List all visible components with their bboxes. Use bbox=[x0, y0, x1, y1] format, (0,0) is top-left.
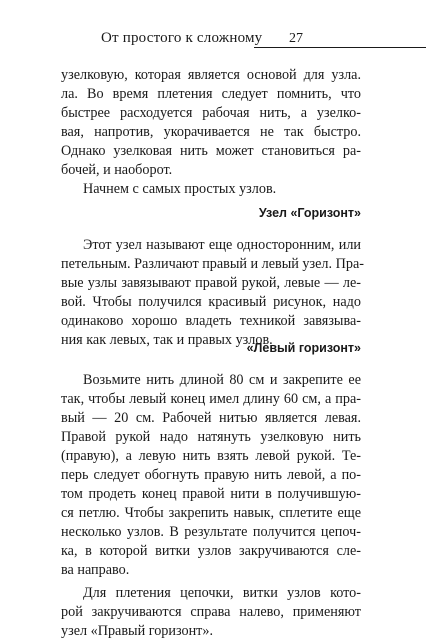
text-line: несколько узлов. В результате получится цепоч- bbox=[61, 524, 361, 540]
text-line: (правую), а левую нить взять левой рукой. Те- bbox=[61, 448, 361, 464]
text-line: Начнем с самых простых узлов. bbox=[83, 181, 277, 197]
text-line: вый — 20 см. Рабочей нитью является левая. bbox=[61, 410, 361, 426]
text-line: бочей, и наоборот. bbox=[61, 162, 173, 178]
page-number: 27 bbox=[289, 31, 303, 46]
section-gorizont-paragraph bbox=[61, 236, 364, 350]
text-line: рой закручиваются справа налево, применяют bbox=[61, 604, 361, 620]
text-line: быстрее расходуется рабочая нить, а узелко- bbox=[61, 105, 361, 121]
subsection-heading: «Левый горизонт» bbox=[246, 341, 361, 355]
text-line: Этот узел называют еще односторонним, или bbox=[83, 237, 361, 253]
section-left-paragraph-2 bbox=[61, 584, 361, 641]
running-head-rule bbox=[254, 47, 426, 48]
text-line: ния как левых, так и правых узлов. bbox=[61, 332, 273, 348]
section-left-paragraph bbox=[61, 371, 361, 580]
section-heading: Узел «Горизонт» bbox=[258, 206, 361, 220]
running-head-title: От простого к сложному bbox=[101, 30, 263, 46]
running-head bbox=[97, 30, 426, 48]
text-line: петельным. Различают правый и левый узел. Пра- bbox=[61, 256, 364, 272]
text-line: так, чтобы левый конец имел длину 60 см, а пра- bbox=[61, 391, 361, 407]
text-line: ся петлю. Чтобы закрепить навык, сплетите еще bbox=[61, 505, 361, 521]
text-line: вые узлы завязывают правой рукой, левые — ле- bbox=[61, 275, 361, 291]
text-line: том продеть конец правой нити в получившую- bbox=[61, 486, 361, 502]
text-line: перь следует обогнуть правую нить левой, а по- bbox=[61, 467, 361, 483]
text-line: ва направо. bbox=[61, 562, 130, 578]
text-line: вая, напротив, укорачивается не так быстро. bbox=[61, 124, 361, 140]
text-line: ла. Во время плетения следует помнить, что bbox=[61, 86, 361, 102]
text-line: узелковую, которая является основой для узла. bbox=[61, 67, 361, 83]
text-line: вой. Чтобы получился красивый рисунок, надо bbox=[61, 294, 361, 310]
intro-paragraph bbox=[61, 66, 361, 180]
text-line: Возьмите нить длиной 80 см и закрепите ее bbox=[83, 372, 361, 388]
text-line: Правой рукой надо натянуть узелковую нить bbox=[61, 429, 361, 445]
text-line: узел «Правый горизонт». bbox=[61, 623, 214, 639]
text-line: Однако узелковая нить может становиться ра- bbox=[61, 143, 361, 159]
text-line: Для плетения цепочки, витки узлов кото- bbox=[83, 585, 361, 601]
text-line: одинаково хорошо владеть техникой завязыва- bbox=[61, 313, 361, 329]
intro-closing-paragraph bbox=[61, 180, 361, 199]
text-line: ка, в которой витки узлов закручиваются сле- bbox=[61, 543, 361, 559]
